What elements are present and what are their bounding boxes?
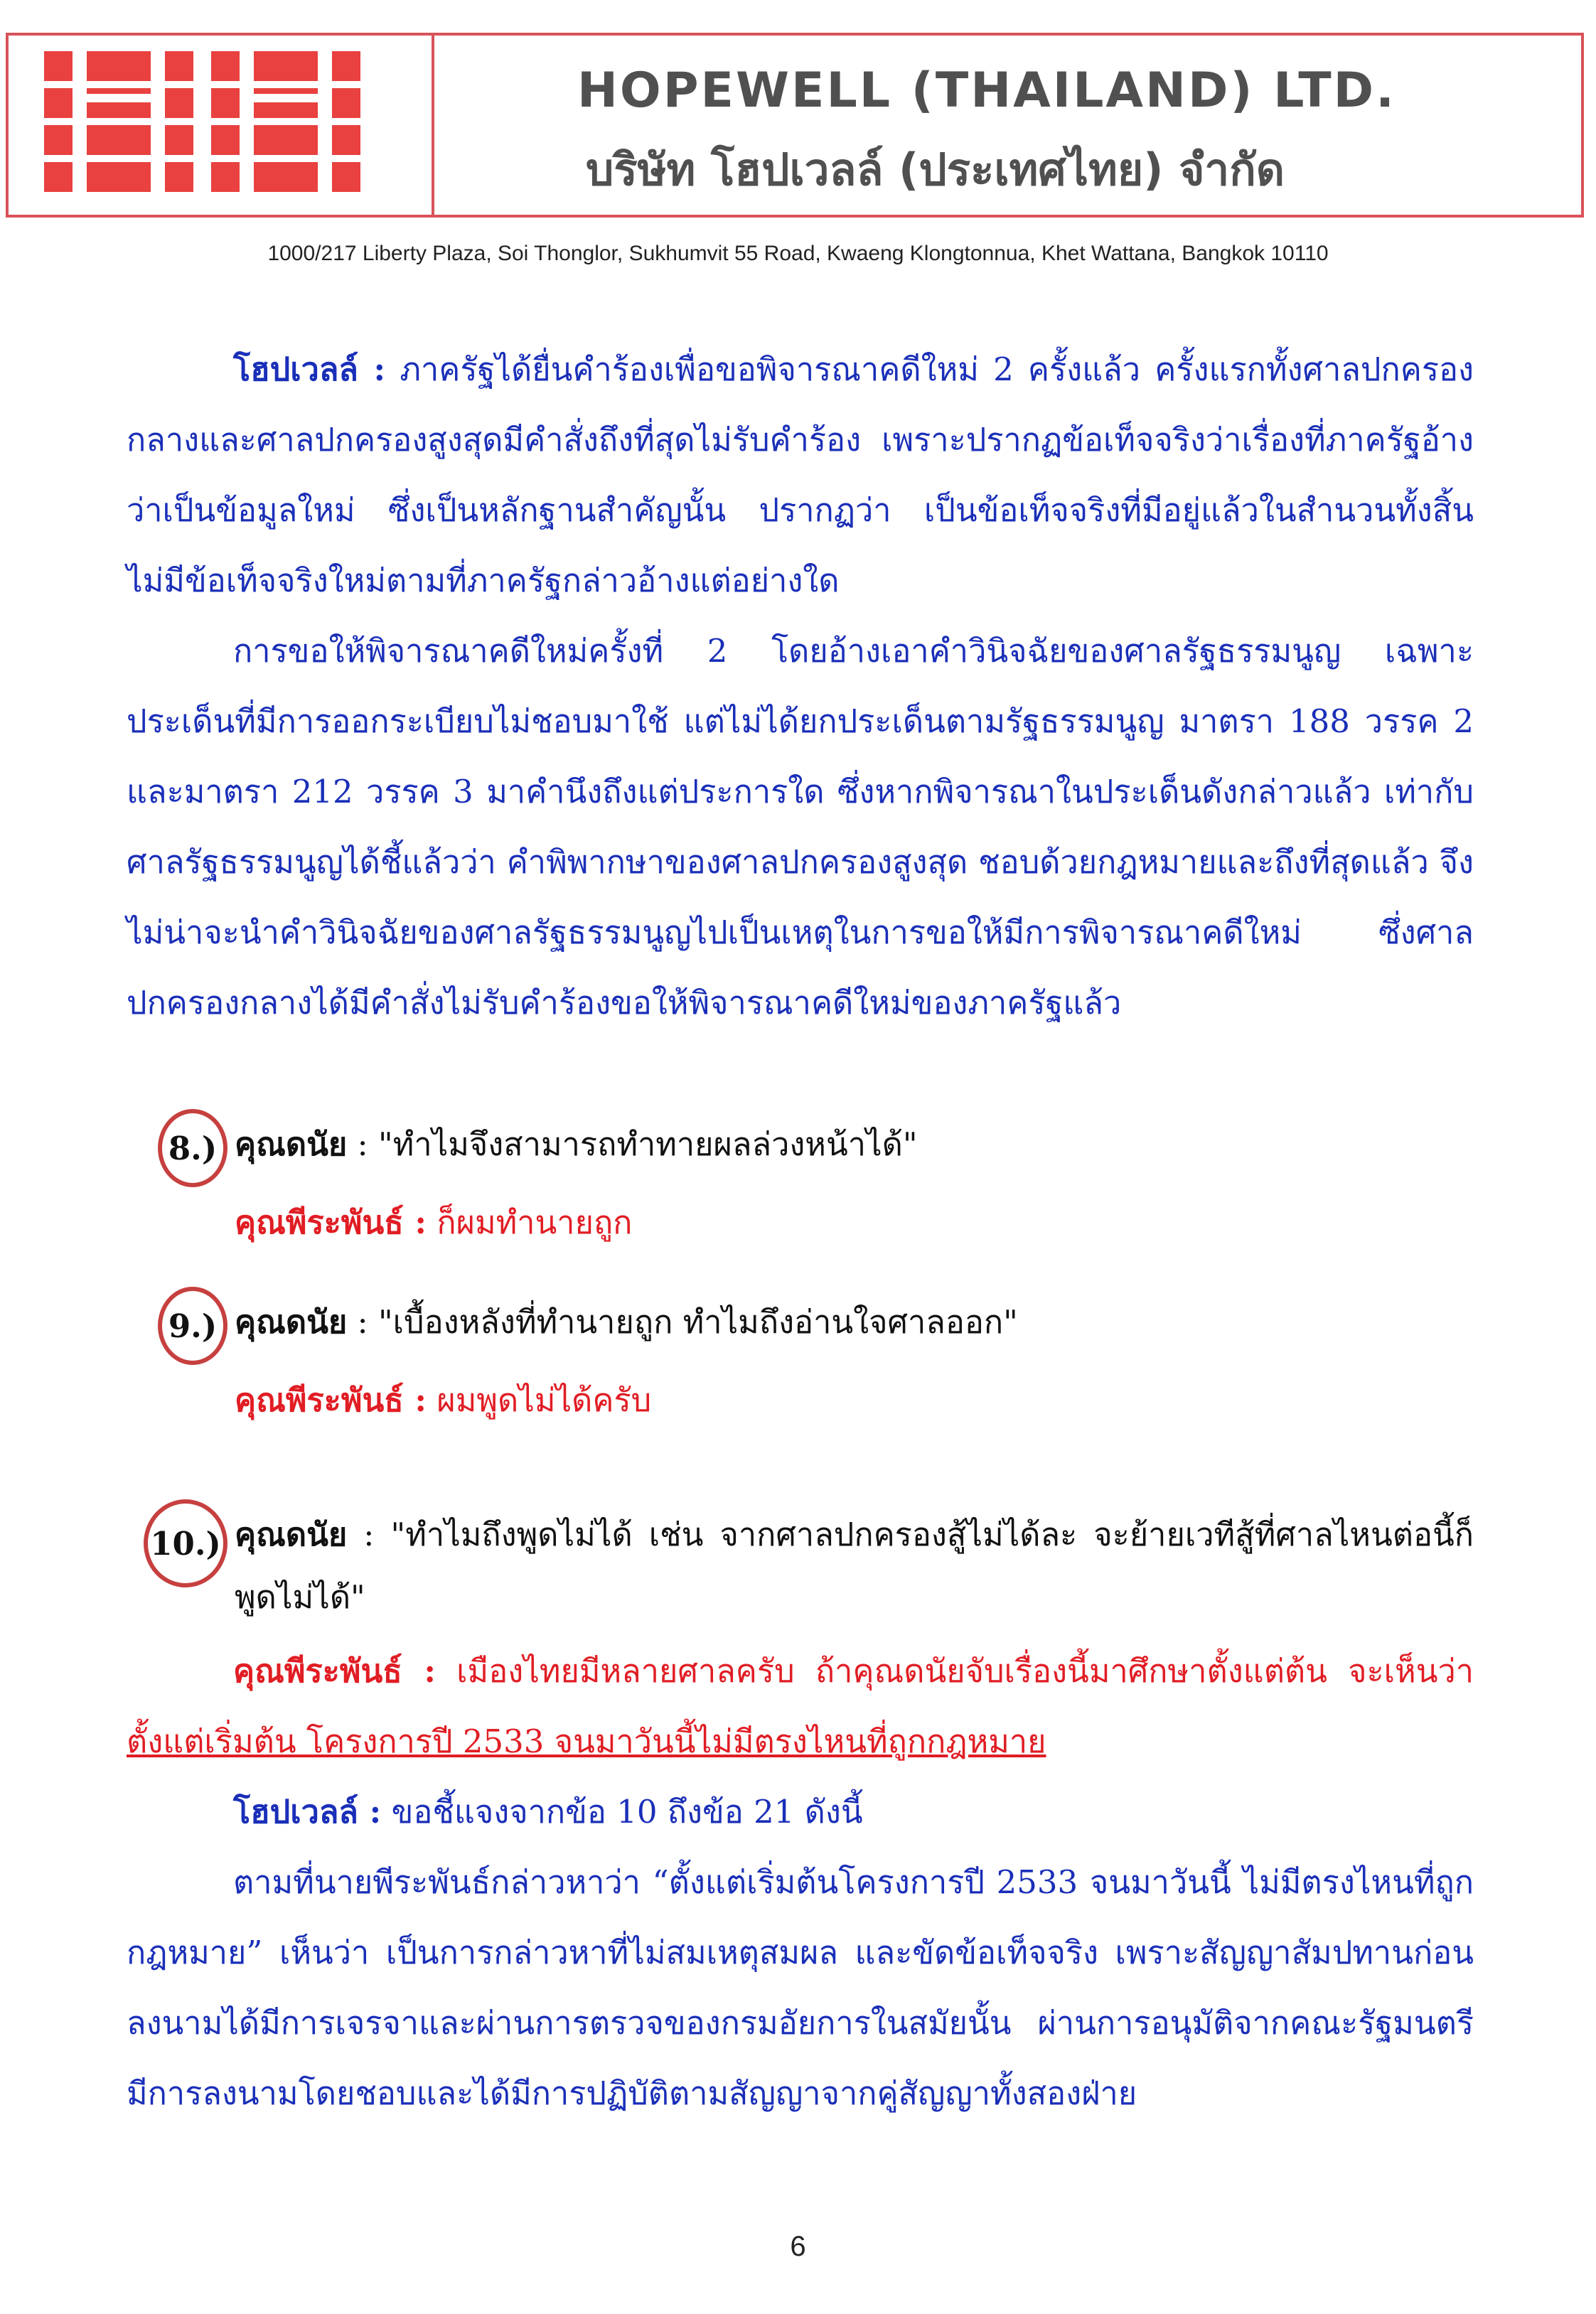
qa-item-8: [168, 1105, 1474, 1262]
answer-text: เมืองไทยมีหลายศาลครับ ถ้าคุณดนัยจับเรื่องนี้มาศึกษาตั้งแต่ต้น จะเห็นว่า: [435, 1652, 1474, 1690]
company-address: 1000/217 Liberty Plaza, Soi Thonglor, Sukhumvit 55 Road, Kwaeng Klongtonnua, Khet Wattana, Bangkok 10110: [267, 242, 1329, 265]
clarification-intro: ขอชี้แจงจากข้อ 10 ถึงข้อ 21 ดังนี้: [381, 1793, 863, 1831]
asker-name: คุณดนัย: [235, 1303, 348, 1341]
question-text: : "ทำไมจึงสามารถทำทายผลล่วงหน้าได้": [347, 1125, 918, 1163]
asker-name: คุณดนัย: [235, 1516, 348, 1553]
company-logo: [9, 36, 434, 215]
answer-text: ผมพูดไม่ได้ครับ: [427, 1381, 652, 1419]
asker-name: คุณดนัย: [235, 1125, 348, 1163]
answer-text: ก็ผมทำนายถูก: [427, 1204, 633, 1241]
responder-name: คุณพีระพันธ์ :: [233, 1652, 436, 1690]
answer-line: [235, 1361, 1474, 1440]
company-name-en: HOPEWELL (THAILAND) LTD.: [577, 63, 1396, 119]
responder-name: คุณพีระพันธ์ :: [235, 1381, 427, 1419]
company-name-th: บริษัท โฮปเวลล์ (ประเทศไทย) จำกัด: [586, 144, 1285, 195]
paragraph-1: [127, 334, 1474, 616]
item-number-circle: 8.): [158, 1109, 227, 1187]
question-text: : "ทำไมถึงพูดไม่ได้ เช่น จากศาลปกครองสู้ไม่ได้ละ จะย้ายเวทีสู้ที่ศาลไหนต่อนี้ก็พูดไม่ได้": [235, 1516, 1474, 1616]
page-number: 6: [790, 2231, 806, 2262]
item-number-circle: 9.): [158, 1287, 227, 1365]
document-body: [127, 334, 1474, 2128]
hopewell-clarification: [127, 1777, 1474, 1847]
speaker-hopewell: โฮปเวลล์ :: [233, 350, 386, 388]
answer-paragraph-10: [127, 1636, 1474, 1777]
qa-item-9: [168, 1283, 1474, 1440]
answer-line: [235, 1184, 1474, 1262]
question-line: [235, 1504, 1474, 1629]
letterhead: [6, 33, 1584, 218]
responder-name: คุณพีระพันธ์ :: [235, 1204, 427, 1241]
answer-underlined-text: ตั้งแต่เริ่มต้น โครงการปี 2533 จนมาวันนี้ไม่มีตรงไหนที่ถูกกฎหมาย: [127, 1723, 1046, 1760]
question-text: : "เบื้องหลังที่ทำนายถูก ทำไมถึงอ่านใจศาลออก": [347, 1303, 1018, 1341]
hh-logo-icon: [44, 51, 400, 200]
speaker-hopewell: โฮปเวลล์ :: [233, 1793, 382, 1831]
paragraph-2: การขอให้พิจารณาคดีใหม่ครั้งที่ 2 โดยอ้างเอาคำวินิจฉัยของศาลรัฐธรรมนูญ เฉพาะประเด็นที่มีการออกระเบียบไม่ชอบมาใช้ แต่ไม่ได้ยกประเด็นตามรัฐธรรมนูญ มาตรา 188 วรรค 2 และมาตรา 212 วรรค 3 มาคำนึงถึงแต่ประการใด ซึ่งหากพิจารณาในประเด็นดังกล่าวแล้ว เท่ากับศาลรัฐธรรมนูญได้ชี้แล้วว่า คำพิพากษาของศาลปกครองสูงสุด ชอบด้วยกฎหมายและถึงที่สุดแล้ว จึงไม่น่าจะนำคำวินิจฉัยของศาลรัฐธรรมนูญไปเป็นเหตุในการขอให้มีการพิจารณาคดีใหม่ ซึ่งศาลปกครองกลางได้มีคำสั่งไม่รับคำร้องขอให้พิจารณาคดีใหม่ของภาครัฐแล้ว: [127, 632, 1474, 1022]
question-line: [235, 1105, 1474, 1184]
paragraph-closing: ตามที่นายพีระพันธ์กล่าวหาว่า “ตั้งแต่เริ่มต้นโครงการปี 2533 จนมาวันนี้ ไม่มีตรงไหนที่ถูกกฎหมาย” เห็นว่า เป็นการกล่าวหาที่ไม่สมเหตุสมผล และขัดข้อเท็จจริง เพราะสัญญาสัมปทานก่อนลงนามได้มีการเจรจาและผ่านการตรวจของกรมอัยการในสมัยนั้น ผ่านการอนุมัติจากคณะรัฐมนตรี มีการลงนามโดยชอบและได้มีการปฏิบัติตามสัญญาจากคู่สัญญาทั้งสองฝ่าย: [127, 1863, 1474, 2112]
item-number-circle: 10.): [144, 1499, 227, 1587]
question-line: [235, 1283, 1474, 1361]
paragraph-1-text: ภาครัฐได้ยื่นคำร้องเพื่อขอพิจารณาคดีใหม่ 2 ครั้งแล้ว ครั้งแรกทั้งศาลปกครองกลางและศาลปกครองสูงสุดมีคำสั่งถึงที่สุดไม่รับคำร้อง เพราะปรากฏข้อเท็จจริงว่าเรื่องที่ภาครัฐอ้างว่าเป็นข้อมูลใหม่ ซึ่งเป็นหลักฐานสำคัญนั้น ปรากฏว่า เป็นข้อเท็จจริงที่มีอยู่แล้วในสำนวนทั้งสิ้น ไม่มีข้อเท็จจริงใหม่ตามที่ภาครัฐกล่าวอ้างแต่อย่างใด: [127, 350, 1474, 599]
qa-item-10: [150, 1504, 1474, 1629]
